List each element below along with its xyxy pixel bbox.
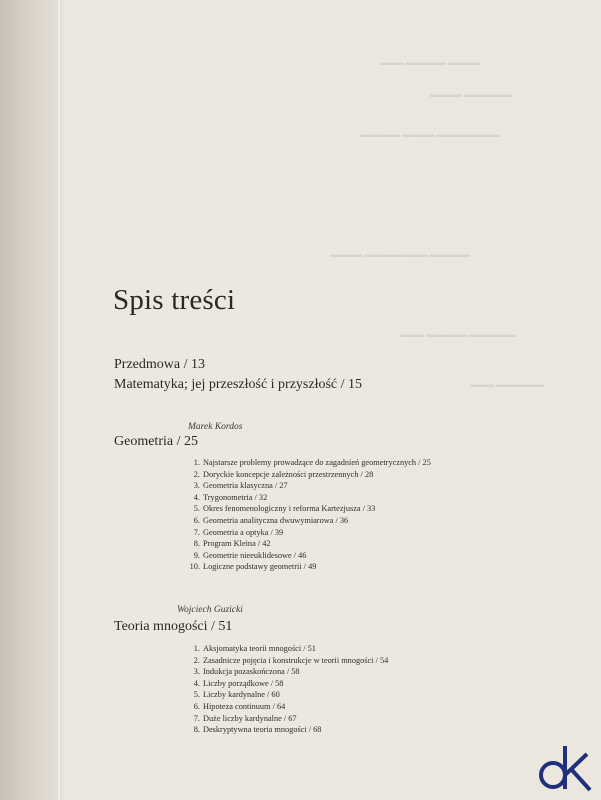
list-item: 6. Hipoteza continuum / 64 [193, 701, 286, 711]
section-items [187, 457, 431, 573]
list-item: 9. Geometrie nieeuklidesowe / 46 [193, 550, 307, 560]
section-title: Teoria mnogości / 51 [114, 619, 233, 634]
dk-logo [535, 742, 595, 794]
toc-entry-przedmowa: Przedmowa / 13 [114, 357, 205, 372]
list-item: 7. Duże liczby kardynalne / 67 [193, 713, 297, 723]
page-title: Spis treści [113, 284, 236, 316]
show-through-text: ▬▬▬▬▬▬▬▬ ▬▬▬▬ ▬▬▬▬▬ [360, 130, 500, 139]
list-item: 3. Indukcja pozaskończona / 58 [193, 667, 300, 677]
list-item: 5. Okres fenomenologiczny i reforma Kartezjusza / 33 [193, 504, 376, 514]
list-item: 8. Deskryptywna teoria mnogości / 68 [193, 725, 322, 735]
list-item: 4. Trygonometria / 32 [193, 492, 268, 502]
show-through-text: ▬▬▬▬▬ ▬▬▬▬▬▬▬▬ ▬▬▬▬ [330, 250, 470, 259]
binding-edge [58, 0, 60, 800]
list-item: 2. Doryckie koncepcje zależności przestrzennych / 28 [193, 469, 374, 479]
list-item: 8. Program Kleina / 42 [193, 539, 271, 549]
list-item: 6. Geometria analityczna dwuwymiarowa / 36 [193, 515, 349, 525]
section-title: Geometria / 25 [114, 434, 198, 449]
list-item: 1. Najstarsze problemy prowadzące do zagadnień geometrycznych / 25 [193, 458, 431, 467]
show-through-text: ▬▬▬▬▬▬ ▬▬▬▬▬ ▬▬▬ [400, 330, 516, 339]
list-item: 1. Aksjomatyka teorii mnogości / 51 [193, 644, 316, 653]
section-items [187, 643, 388, 736]
show-through-text: ▬▬▬▬▬▬ ▬▬▬▬ [430, 90, 512, 99]
list-item: 3. Geometria klasyczna / 27 [193, 481, 288, 491]
list-item: 7. Geometria a optyka / 39 [193, 527, 284, 537]
section-author: Wojciech Guzicki [177, 605, 243, 615]
list-item: 4. Liczby porządkowe / 58 [193, 678, 284, 688]
show-through-text: ▬▬▬▬ ▬▬▬▬▬ ▬▬▬ [380, 58, 480, 67]
show-through-text: ▬▬▬▬▬▬ ▬▬▬ [470, 380, 544, 389]
book-binding [0, 0, 62, 800]
list-item: 10. Logiczne podstawy geometrii / 49 [189, 562, 317, 572]
list-item: 5. Liczby kardynalne / 60 [193, 690, 280, 700]
list-item: 2. Zasadnicze pojęcia i konstrukcje w teorii mnogości / 54 [193, 655, 389, 665]
section-author: Marek Kordos [188, 422, 243, 432]
toc-entry-matematyka: Matematyka; jej przeszłość i przyszłość / 15 [114, 377, 363, 392]
